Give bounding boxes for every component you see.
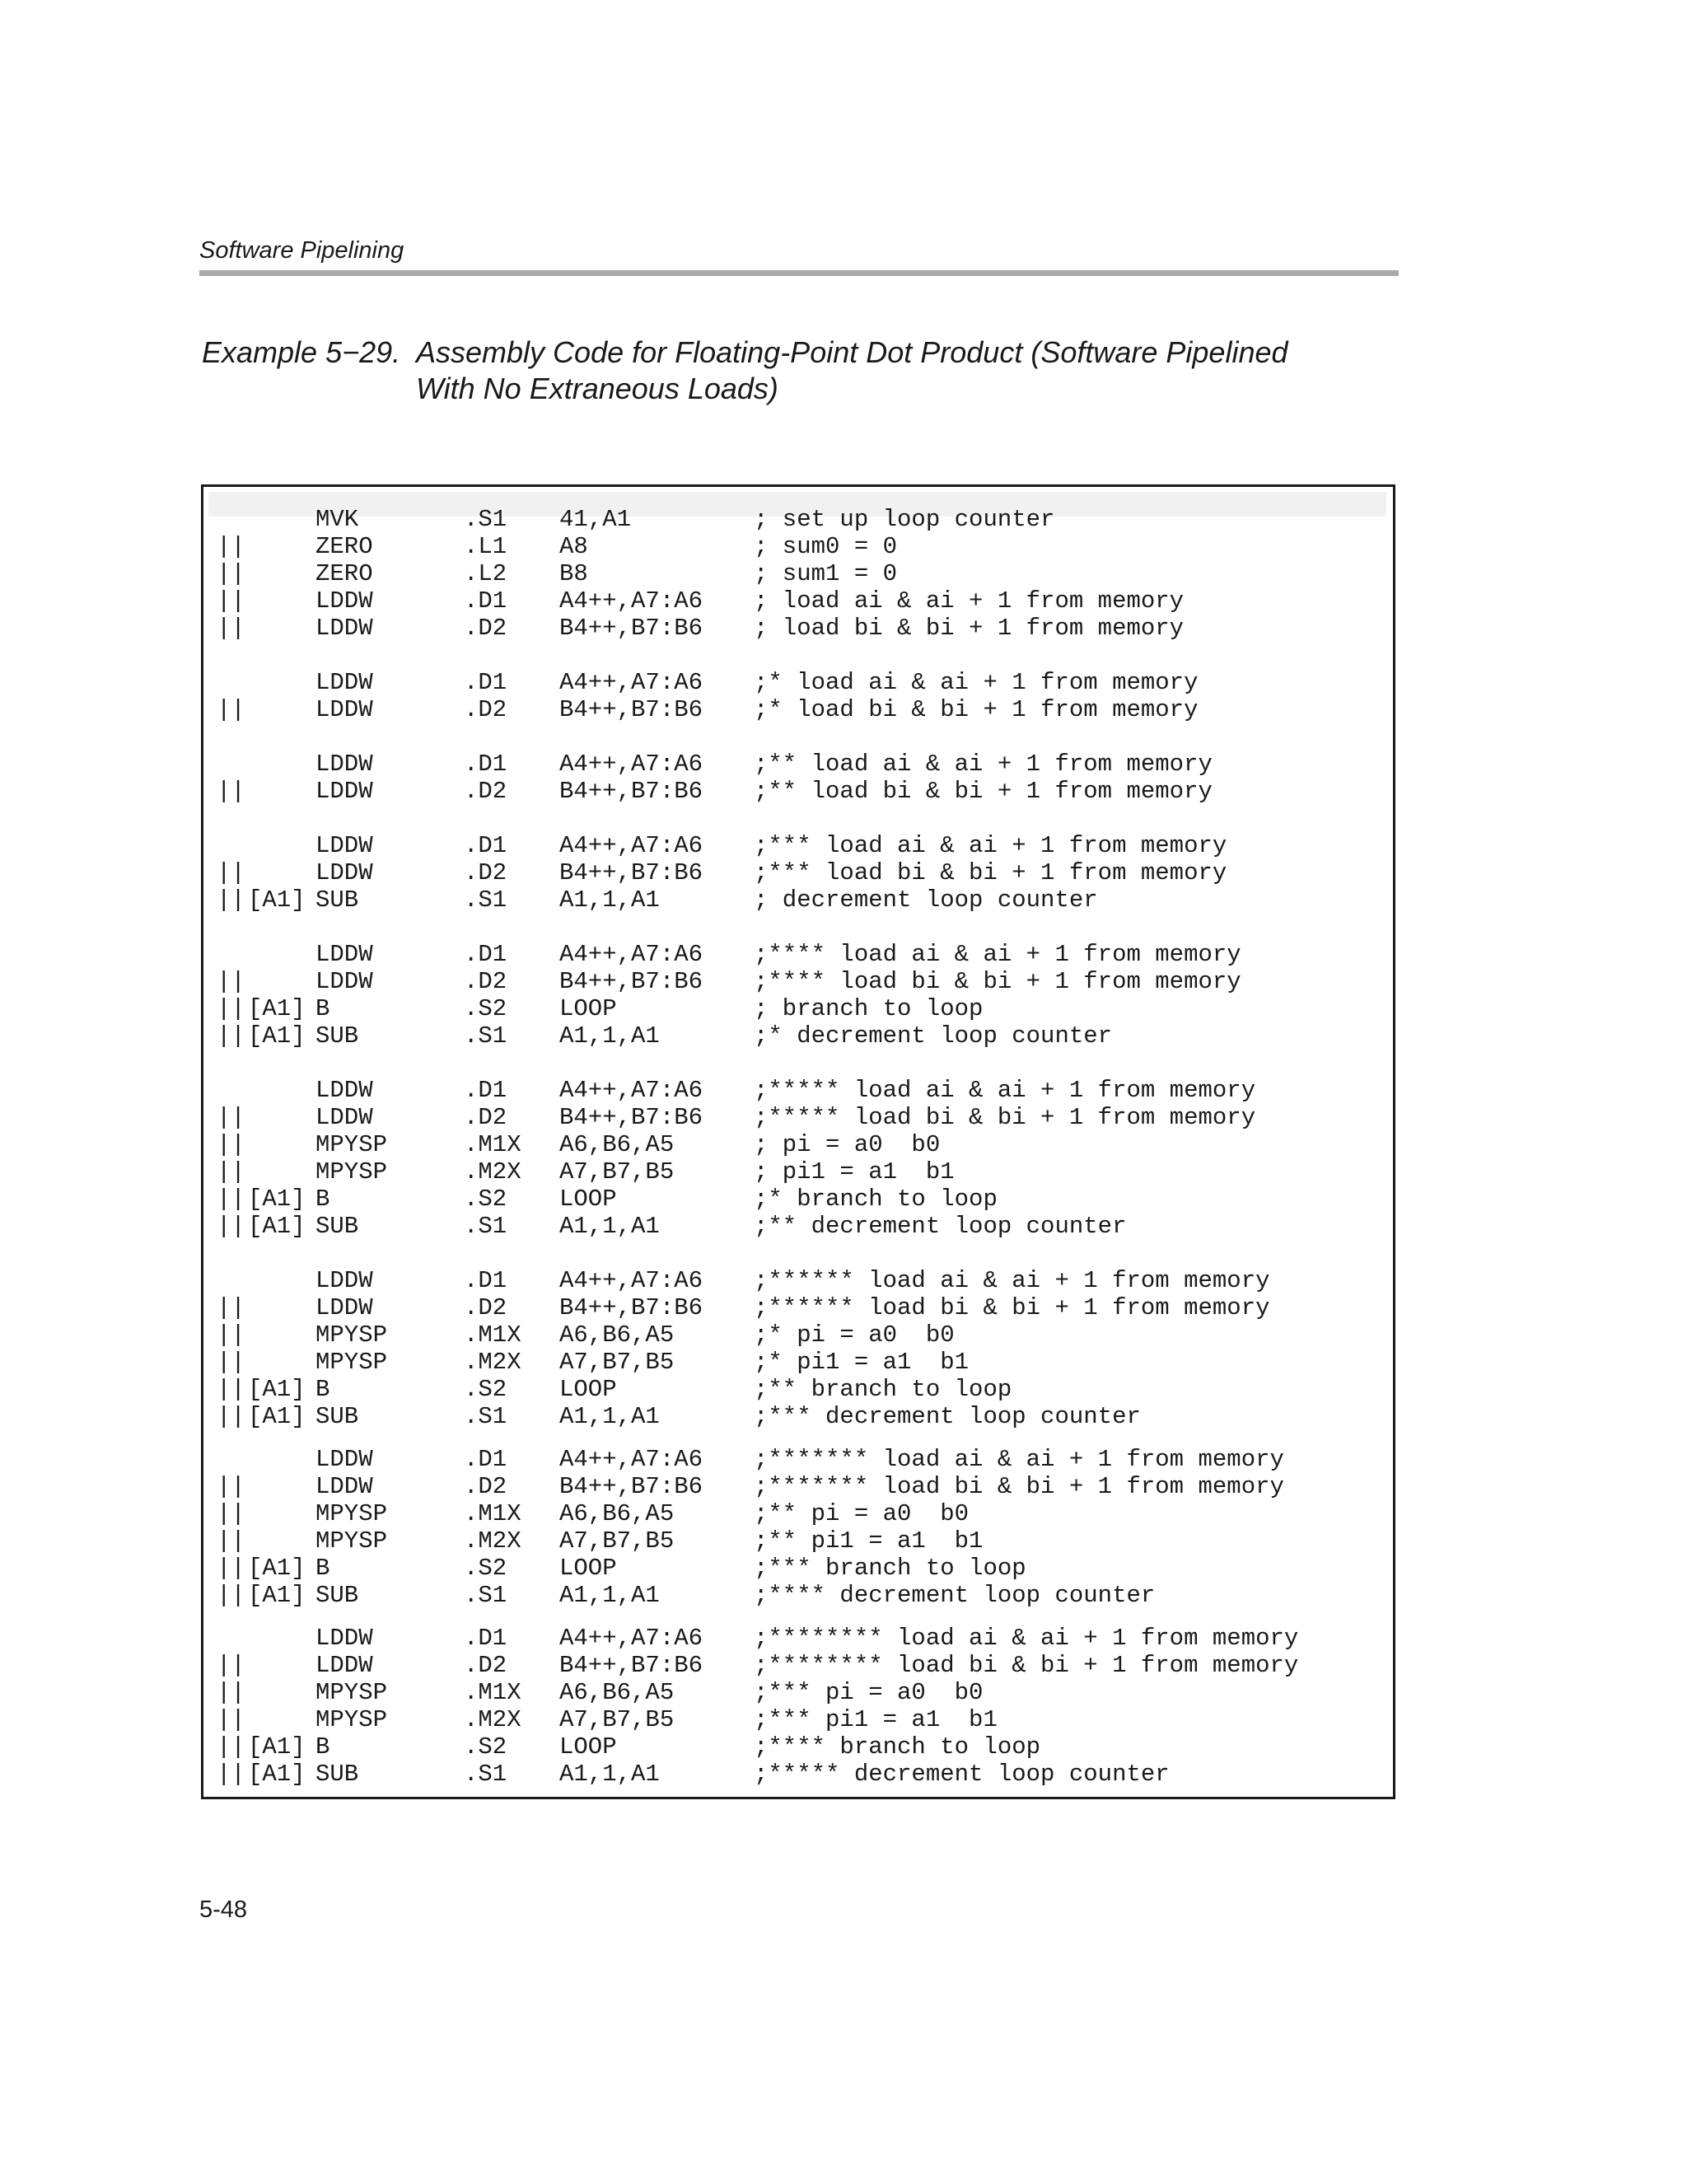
opcode: B [315,1555,330,1582]
comment: ;** load ai & ai + 1 from memory [754,751,1213,778]
functional-unit: .M1X [464,1131,521,1158]
opcode: MVK [315,506,359,533]
parallel-bars: || [217,1158,245,1186]
opcode: LDDW [315,1267,373,1294]
parallel-bars: || [217,1706,245,1733]
opcode: MPYSP [315,1706,388,1733]
operands: B4++,B7:B6 [559,696,703,723]
code-line [203,1022,1393,1050]
predicate: [A1] [248,1186,306,1213]
opcode: B [315,1733,330,1761]
opcode: SUB [315,1213,359,1240]
code-line [203,1077,1393,1104]
code-listing-box [201,484,1395,1799]
code-line [203,1294,1393,1321]
functional-unit: .D2 [464,1652,507,1679]
predicate: [A1] [248,995,306,1022]
functional-unit: .D1 [464,941,507,968]
code-line [203,1679,1393,1706]
parallel-bars: || [217,968,245,995]
opcode: MPYSP [315,1349,388,1376]
opcode: LDDW [315,1625,373,1652]
comment: ;*** load bi & bi + 1 from memory [754,859,1227,886]
functional-unit: .S2 [464,1376,507,1403]
functional-unit: .M2X [464,1349,521,1376]
operands: A6,B6,A5 [559,1131,675,1158]
parallel-bars: || [217,1500,245,1527]
operands: B4++,B7:B6 [559,1652,703,1679]
operands: B8 [559,560,588,587]
operands: A7,B7,B5 [559,1527,675,1555]
operands: A4++,A7:A6 [559,1446,703,1473]
parallel-bars: || [217,886,245,914]
operands: A4++,A7:A6 [559,1267,703,1294]
parallel-bars: || [217,1104,245,1131]
functional-unit: .D2 [464,1104,507,1131]
opcode: LDDW [315,1104,373,1131]
code-line [203,1582,1393,1609]
opcode: MPYSP [315,1679,388,1706]
code-line [203,1500,1393,1527]
example-number: Example 5−29. [202,335,401,369]
code-line [203,1761,1393,1788]
operands: B4++,B7:B6 [559,1294,703,1321]
operands: LOOP [559,1376,617,1403]
code-line [203,1527,1393,1555]
code-line [203,1349,1393,1376]
code-line [203,615,1393,642]
code-line [203,560,1393,587]
comment: ; load bi & bi + 1 from memory [754,615,1185,642]
comment: ;** branch to loop [754,1376,1012,1403]
opcode: LDDW [315,587,373,615]
opcode: MPYSP [315,1527,388,1555]
comment: ; pi = a0 b0 [754,1131,941,1158]
functional-unit: .D1 [464,669,507,696]
comment: ;* load ai & ai + 1 from memory [754,669,1199,696]
functional-unit: .D2 [464,696,507,723]
comment: ;****** load ai & ai + 1 from memory [754,1267,1270,1294]
opcode: SUB [315,1403,359,1430]
comment: ; pi1 = a1 b1 [754,1158,955,1186]
functional-unit: .M1X [464,1500,521,1527]
parallel-bars: || [217,1652,245,1679]
code-line [203,1555,1393,1582]
functional-unit: .D1 [464,1267,507,1294]
code-line [203,669,1393,696]
parallel-bars: || [217,1761,245,1788]
operands: A4++,A7:A6 [559,751,703,778]
functional-unit: .S2 [464,1733,507,1761]
operands: A1,1,A1 [559,1761,660,1788]
predicate: [A1] [248,1022,306,1050]
code-line [203,1706,1393,1733]
predicate: [A1] [248,1213,306,1240]
functional-unit: .D1 [464,1625,507,1652]
opcode: B [315,1376,330,1403]
functional-unit: .D2 [464,968,507,995]
parallel-bars: || [217,1473,245,1500]
operands: LOOP [559,1733,617,1761]
opcode: LDDW [315,832,373,859]
operands: A1,1,A1 [559,1403,660,1430]
functional-unit: .S1 [464,506,507,533]
code-listing [203,487,1393,1797]
opcode: LDDW [315,968,373,995]
operands: B4++,B7:B6 [559,778,703,805]
functional-unit: .M1X [464,1679,521,1706]
parallel-bars: || [217,1582,245,1609]
code-line [203,1652,1393,1679]
operands: A1,1,A1 [559,1213,660,1240]
operands: A4++,A7:A6 [559,669,703,696]
opcode: MPYSP [315,1500,388,1527]
code-line [203,506,1393,533]
code-line [203,1403,1393,1430]
functional-unit: .D1 [464,1446,507,1473]
code-line [203,778,1393,805]
parallel-bars: || [217,1555,245,1582]
code-line [203,1376,1393,1403]
parallel-bars: || [217,1186,245,1213]
functional-unit: .S1 [464,1761,507,1788]
comment: ;* pi = a0 b0 [754,1321,955,1349]
comment: ; set up loop counter [754,506,1055,533]
comment: ;* load bi & bi + 1 from memory [754,696,1199,723]
parallel-bars: || [217,778,245,805]
comment: ;*** branch to loop [754,1555,1026,1582]
opcode: LDDW [315,1077,373,1104]
operands: B4++,B7:B6 [559,1473,703,1500]
comment: ; branch to loop [754,995,984,1022]
comment: ;*** load ai & ai + 1 from memory [754,832,1227,859]
comment: ;**** load ai & ai + 1 from memory [754,941,1241,968]
parallel-bars: || [217,533,245,560]
comment: ;**** load bi & bi + 1 from memory [754,968,1241,995]
predicate: [A1] [248,1376,306,1403]
comment: ;** pi = a0 b0 [754,1500,970,1527]
running-header: Software Pipelining [199,237,404,264]
code-line [203,587,1393,615]
operands: A1,1,A1 [559,1582,660,1609]
code-line [203,696,1393,723]
opcode: LDDW [315,778,373,805]
code-line [203,941,1393,968]
functional-unit: .D1 [464,751,507,778]
operands: B4++,B7:B6 [559,1104,703,1131]
code-line [203,832,1393,859]
functional-unit: .M2X [464,1706,521,1733]
opcode: LDDW [315,615,373,642]
comment: ;** load bi & bi + 1 from memory [754,778,1213,805]
opcode: MPYSP [315,1158,388,1186]
opcode: SUB [315,1022,359,1050]
code-line [203,1733,1393,1761]
parallel-bars: || [217,1294,245,1321]
comment: ;*** decrement loop counter [754,1403,1141,1430]
operands: 41,A1 [559,506,632,533]
code-line [203,1213,1393,1240]
opcode: ZERO [315,533,373,560]
functional-unit: .M2X [464,1527,521,1555]
opcode: LDDW [315,669,373,696]
opcode: MPYSP [315,1131,388,1158]
parallel-bars: || [217,1131,245,1158]
operands: A8 [559,533,588,560]
operands: A6,B6,A5 [559,1679,675,1706]
page-number: 5-48 [199,1896,248,1923]
operands: A1,1,A1 [559,1022,660,1050]
functional-unit: .S2 [464,1555,507,1582]
code-line [203,859,1393,886]
functional-unit: .M1X [464,1321,521,1349]
predicate: [A1] [248,1733,306,1761]
operands: B4++,B7:B6 [559,615,703,642]
example-title-line-1: Assembly Code for Floating-Point Dot Product (Software Pipelined [416,335,1288,369]
code-line [203,995,1393,1022]
parallel-bars: || [217,1376,245,1403]
functional-unit: .D2 [464,778,507,805]
comment: ; decrement loop counter [754,886,1098,914]
functional-unit: .L2 [464,560,507,587]
operands: A4++,A7:A6 [559,1625,703,1652]
code-line [203,1473,1393,1500]
operands: A7,B7,B5 [559,1706,675,1733]
operands: B4++,B7:B6 [559,968,703,995]
comment: ;***** load bi & bi + 1 from memory [754,1104,1256,1131]
operands: A4++,A7:A6 [559,832,703,859]
code-line [203,1267,1393,1294]
operands: LOOP [559,1555,617,1582]
comment: ;******** load bi & bi + 1 from memory [754,1652,1299,1679]
operands: LOOP [559,995,617,1022]
code-line [203,1446,1393,1473]
parallel-bars: || [217,1213,245,1240]
comment: ;***** decrement loop counter [754,1761,1170,1788]
comment: ;*** pi = a0 b0 [754,1679,984,1706]
predicate: [A1] [248,1582,306,1609]
functional-unit: .D2 [464,859,507,886]
opcode: LDDW [315,859,373,886]
opcode: ZERO [315,560,373,587]
parallel-bars: || [217,560,245,587]
code-line [203,886,1393,914]
parallel-bars: || [217,859,245,886]
opcode: B [315,1186,330,1213]
comment: ;******* load ai & ai + 1 from memory [754,1446,1284,1473]
comment: ;******* load bi & bi + 1 from memory [754,1473,1284,1500]
comment: ;** pi1 = a1 b1 [754,1527,984,1555]
predicate: [A1] [248,886,306,914]
operands: A4++,A7:A6 [559,941,703,968]
code-line [203,1186,1393,1213]
code-line [203,533,1393,560]
predicate: [A1] [248,1403,306,1430]
code-line [203,751,1393,778]
comment: ;*** pi1 = a1 b1 [754,1706,998,1733]
opcode: LDDW [315,1473,373,1500]
opcode: LDDW [315,751,373,778]
code-line [203,968,1393,995]
code-line [203,1158,1393,1186]
parallel-bars: || [217,1022,245,1050]
parallel-bars: || [217,587,245,615]
opcode: LDDW [315,1294,373,1321]
opcode: LDDW [315,696,373,723]
operands: A7,B7,B5 [559,1349,675,1376]
functional-unit: .M2X [464,1158,521,1186]
comment: ;* pi1 = a1 b1 [754,1349,970,1376]
operands: A4++,A7:A6 [559,1077,703,1104]
operands: LOOP [559,1186,617,1213]
functional-unit: .D2 [464,1473,507,1500]
operands: A1,1,A1 [559,886,660,914]
functional-unit: .S1 [464,886,507,914]
comment: ;****** load bi & bi + 1 from memory [754,1294,1270,1321]
parallel-bars: || [217,696,245,723]
code-line [203,1321,1393,1349]
opcode: LDDW [315,941,373,968]
comment: ;* decrement loop counter [754,1022,1113,1050]
opcode: B [315,995,330,1022]
opcode: LDDW [315,1652,373,1679]
header-rule [199,270,1399,276]
operands: A4++,A7:A6 [559,587,703,615]
functional-unit: .D2 [464,615,507,642]
functional-unit: .D1 [464,587,507,615]
comment: ;**** branch to loop [754,1733,1041,1761]
operands: A7,B7,B5 [559,1158,675,1186]
parallel-bars: || [217,995,245,1022]
functional-unit: .D2 [464,1294,507,1321]
parallel-bars: || [217,1527,245,1555]
functional-unit: .S1 [464,1022,507,1050]
parallel-bars: || [217,1403,245,1430]
functional-unit: .D1 [464,832,507,859]
predicate: [A1] [248,1761,306,1788]
parallel-bars: || [217,1349,245,1376]
predicate: [A1] [248,1555,306,1582]
comment: ;** decrement loop counter [754,1213,1127,1240]
opcode: SUB [315,1582,359,1609]
comment: ;* branch to loop [754,1186,998,1213]
comment: ;***** load ai & ai + 1 from memory [754,1077,1256,1104]
comment: ; load ai & ai + 1 from memory [754,587,1185,615]
comment: ; sum0 = 0 [754,533,898,560]
functional-unit: .S1 [464,1403,507,1430]
opcode: LDDW [315,1446,373,1473]
code-line [203,1131,1393,1158]
comment: ;**** decrement loop counter [754,1582,1156,1609]
code-line [203,1625,1393,1652]
functional-unit: .S1 [464,1213,507,1240]
parallel-bars: || [217,1321,245,1349]
functional-unit: .S2 [464,995,507,1022]
functional-unit: .S1 [464,1582,507,1609]
functional-unit: .L1 [464,533,507,560]
parallel-bars: || [217,615,245,642]
parallel-bars: || [217,1733,245,1761]
functional-unit: .D1 [464,1077,507,1104]
operands: B4++,B7:B6 [559,859,703,886]
operands: A6,B6,A5 [559,1500,675,1527]
functional-unit: .S2 [464,1186,507,1213]
opcode: MPYSP [315,1321,388,1349]
comment: ;******** load ai & ai + 1 from memory [754,1625,1299,1652]
code-line [203,1104,1393,1131]
parallel-bars: || [217,1679,245,1706]
example-title-line-2: With No Extraneous Loads) [416,372,778,405]
operands: A6,B6,A5 [559,1321,675,1349]
opcode: SUB [315,886,359,914]
comment: ; sum1 = 0 [754,560,898,587]
opcode: SUB [315,1761,359,1788]
